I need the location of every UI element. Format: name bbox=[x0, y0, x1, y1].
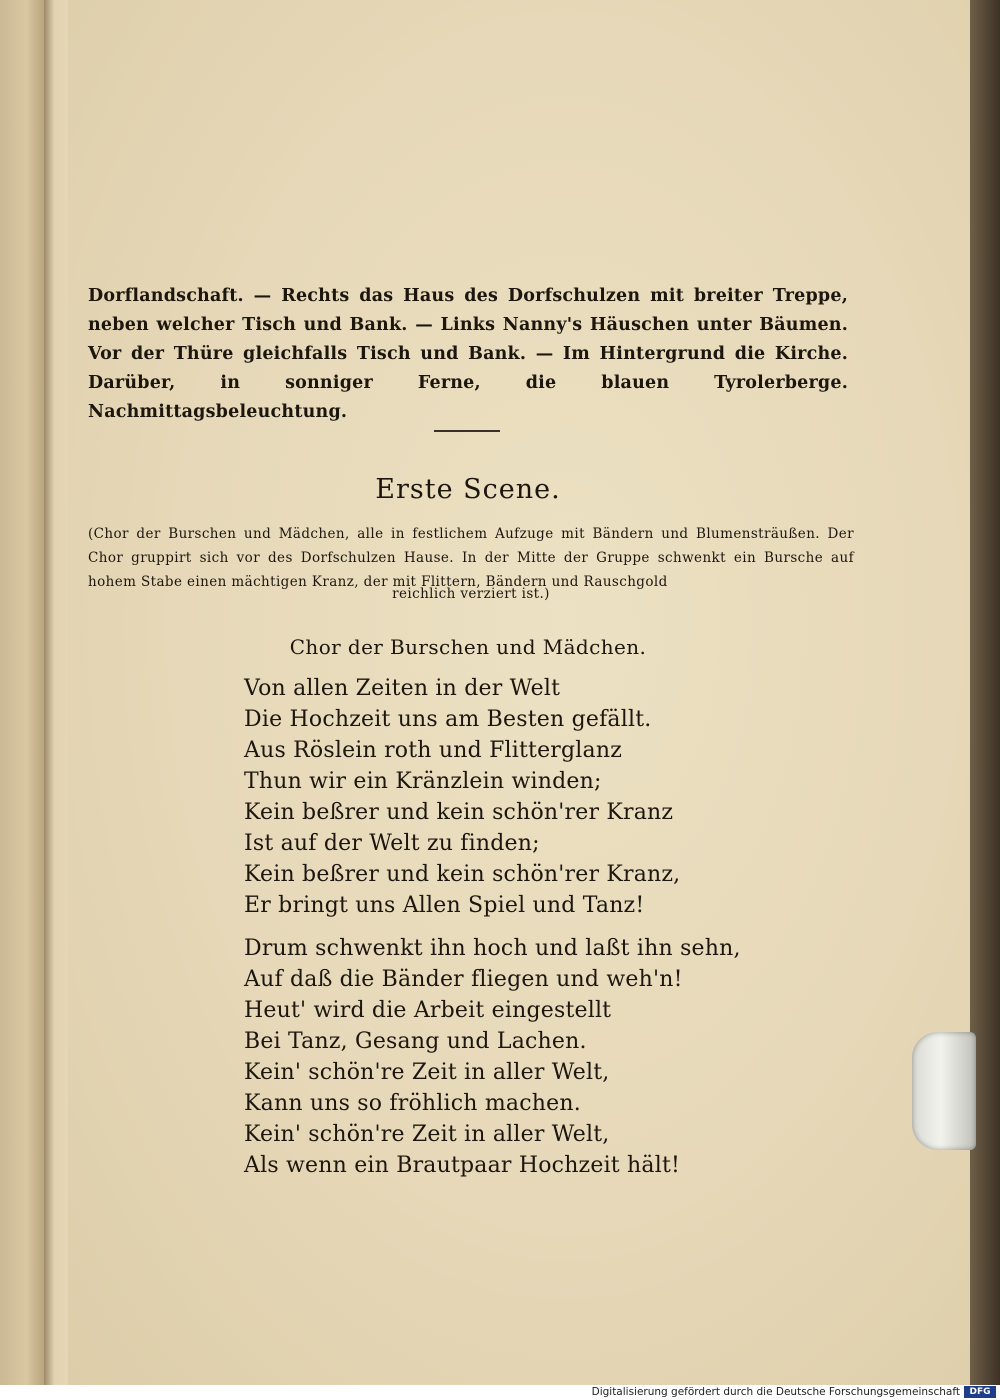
stage-setting: Dorflandschaft. — Rechts das Haus des Dorfschulzen mit breiter Treppe, neben welcher Tisch und Bank. — Links Nanny's Häuschen unter Bäumen. Vor der Thüre gleichfalls Tisch und Bank. — Im Hintergrund die Kirche. Darüber, in sonniger Ferne, die blauen Tyrolerberge. Nachmittagsbeleuchtung. bbox=[88, 286, 848, 422]
verse-line: Auf daß die Bänder fliegen und weh'n! bbox=[244, 967, 683, 992]
stage-direction-end: reichlich verziert ist.) bbox=[392, 586, 550, 602]
footer-credit: Digitalisierung gefördert durch die Deutsche Forschungsgemeinschaft bbox=[591, 1386, 960, 1398]
verse-line: Kein' schön're Zeit in aller Welt, bbox=[244, 1060, 610, 1085]
verse-line: Aus Röslein roth und Flitterglanz bbox=[244, 738, 623, 763]
verse-line: Von allen Zeiten in der Welt bbox=[244, 676, 561, 701]
verse-line: Kein' schön're Zeit in aller Welt, bbox=[244, 1122, 610, 1147]
dfg-logo-icon: DFG bbox=[964, 1386, 996, 1398]
verse-line: Er bringt uns Allen Spiel und Tanz! bbox=[244, 893, 645, 918]
book-cover-edge bbox=[970, 0, 1000, 1385]
verse-line: Bei Tanz, Gesang und Lachen. bbox=[244, 1029, 587, 1054]
verse-line: Kein beßrer und kein schön'rer Kranz bbox=[244, 800, 674, 825]
verse-line: Heut' wird die Arbeit eingestellt bbox=[244, 998, 612, 1023]
chorus-heading: Chor der Burschen und Mädchen. bbox=[289, 635, 647, 659]
verse-line: Kein beßrer und kein schön'rer Kranz, bbox=[244, 862, 681, 887]
book-gutter bbox=[44, 0, 70, 1385]
verse-line: Thun wir ein Kränzlein winden; bbox=[244, 769, 602, 794]
left-page-margin bbox=[0, 0, 44, 1385]
verse-line: Als wenn ein Brautpaar Hochzeit hält! bbox=[244, 1153, 681, 1178]
verse-line: Die Hochzeit uns am Besten gefällt. bbox=[244, 707, 652, 732]
verse-line: Ist auf der Welt zu finden; bbox=[244, 831, 540, 856]
stage-direction: (Chor der Burschen und Mädchen, alle in festlichem Aufzuge mit Bändern und Blumensträußen. Der Chor gruppirt sich vor des Dorfschulzen Hause. In der Mitte der Gruppe schwenkt ein Bursche auf hohem Stabe einen mächtigen Kranz, der mit Flittern, Bändern und Rauschgold bbox=[88, 526, 854, 590]
verse-line: Kann uns so fröhlich machen. bbox=[244, 1091, 581, 1116]
section-divider bbox=[434, 430, 500, 432]
scene-title: Erste Scene. bbox=[375, 474, 561, 505]
verse-line: Drum schwenkt ihn hoch und laßt ihn sehn, bbox=[244, 936, 741, 961]
page-clip-icon bbox=[912, 1032, 976, 1150]
